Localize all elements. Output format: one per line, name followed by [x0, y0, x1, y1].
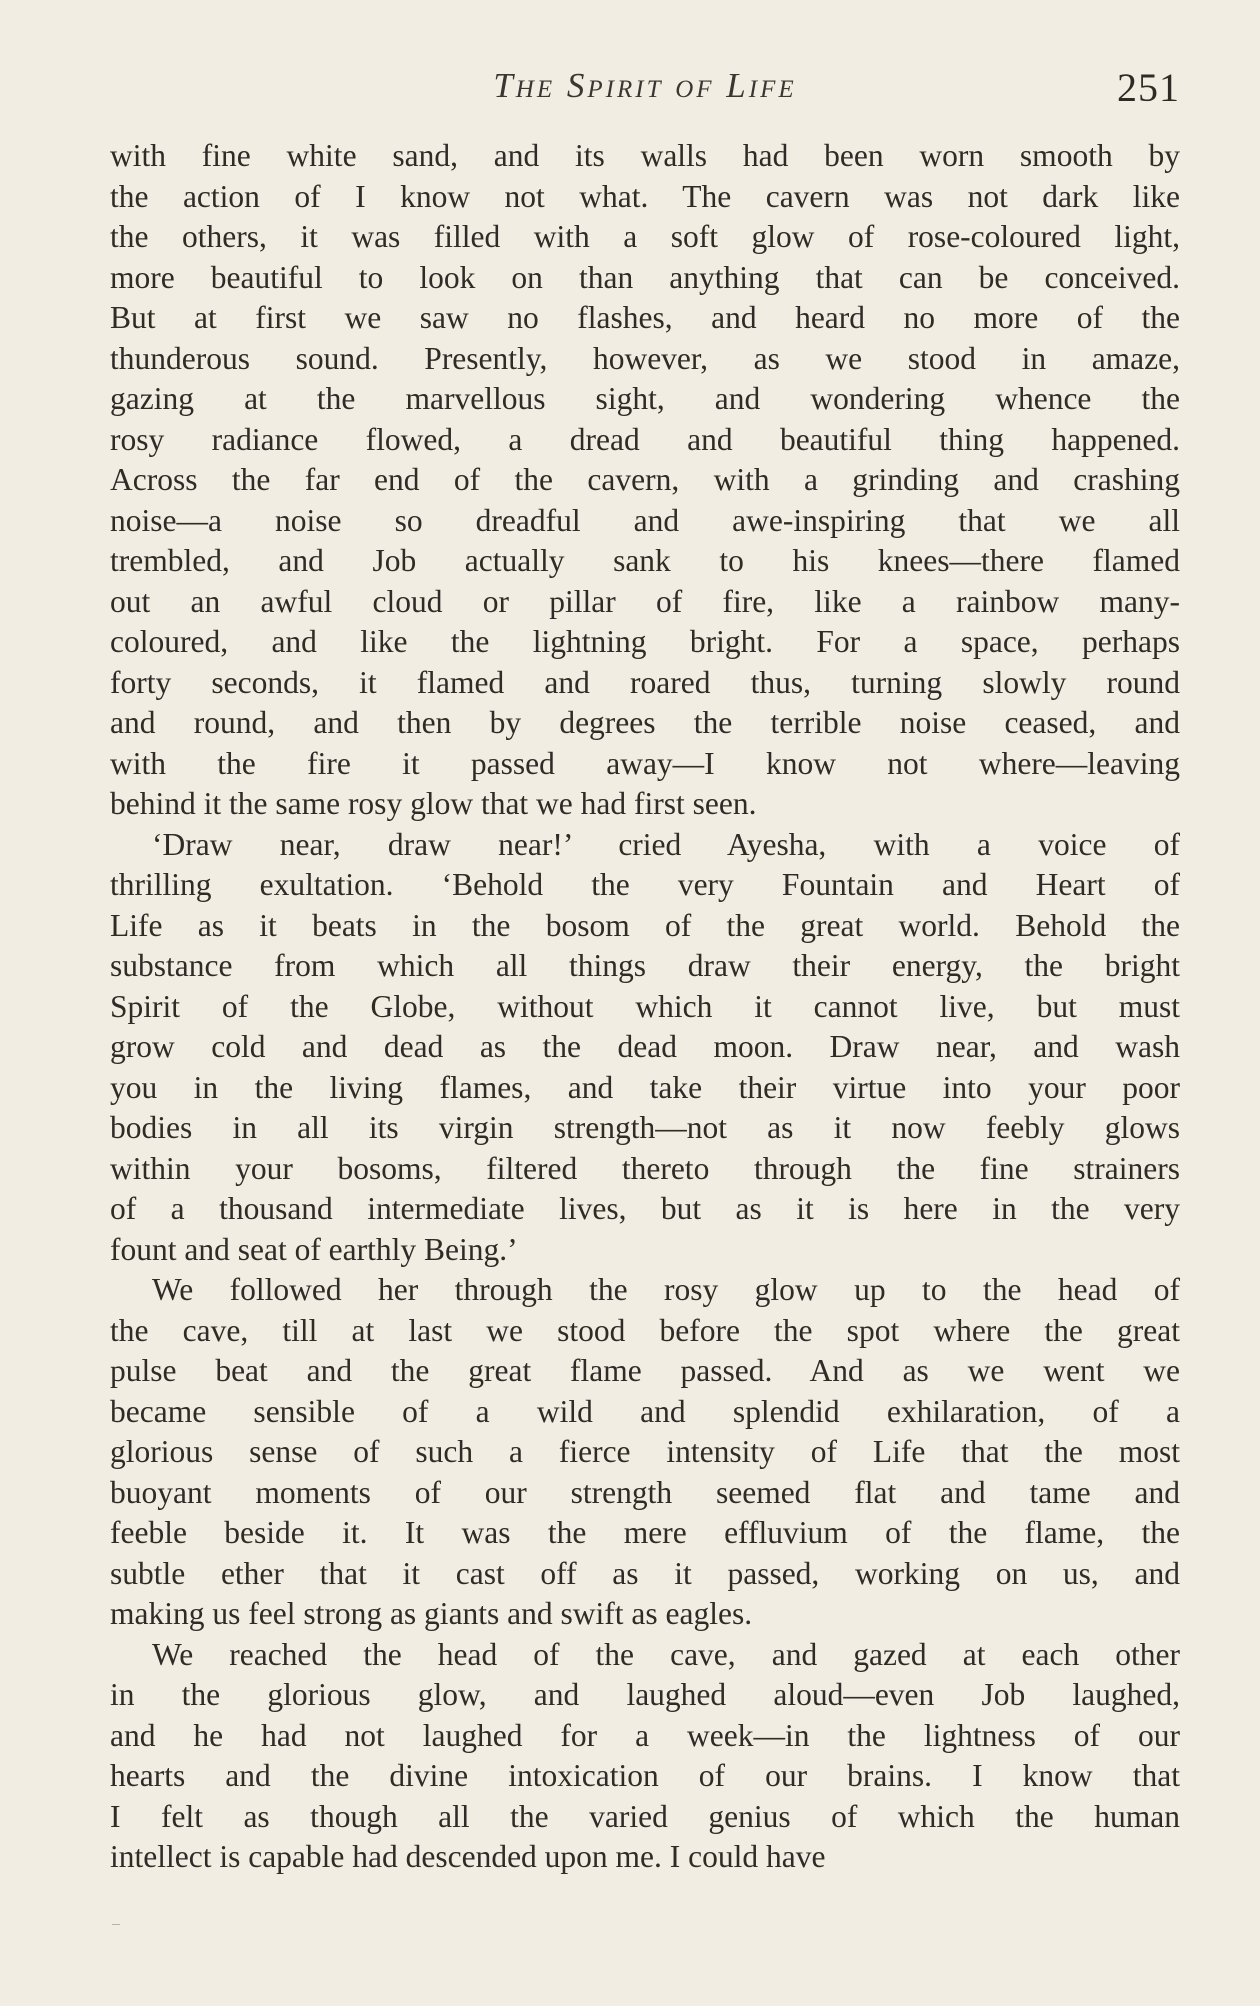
text-line: making us feel strong as giants and swift as eagles.	[110, 1596, 753, 1631]
text-line: out an awful cloud or pillar of fire, like a rainbow many-	[110, 583, 1180, 619]
text-line: in the glorious glow, and laughed aloud—even Job laughed,	[110, 1677, 1180, 1712]
text-line: pulse beat and the great flame passed. And as we went we	[110, 1353, 1180, 1388]
text-line: Across the far end of the cavern, with a grinding and crashing	[110, 462, 1180, 497]
page-number: 251	[1117, 65, 1180, 110]
text-line: We reached the head of the cave, and gazed at each other	[152, 1636, 1180, 1672]
paragraph	[110, 825, 1180, 1271]
text-line: Spirit of the Globe, without which it cannot live, but must	[110, 988, 1180, 1024]
text-line: thrilling exultation. ‘Behold the very Fountain and Heart of	[110, 867, 1180, 902]
text-line: grow cold and dead as the dead moon. Draw near, and wash	[110, 1029, 1180, 1064]
text-line: coloured, and like the lightning bright. For a space, perhaps	[110, 624, 1180, 659]
text-line: the others, it was filled with a soft glow of rose-coloured light,	[110, 219, 1180, 254]
text-line: substance from which all things draw their energy, the bright	[110, 948, 1180, 983]
text-line: within your bosoms, filtered thereto through the fine strainers	[110, 1150, 1180, 1186]
text-line: gazing at the marvellous sight, and wondering whence the	[110, 381, 1180, 416]
text-line: fount and seat of earthly Being.’	[110, 1231, 518, 1267]
paragraph	[110, 136, 1180, 825]
text-line: We followed her through the rosy glow up to the head of	[152, 1272, 1180, 1307]
paragraph	[110, 1270, 1180, 1635]
text-line: became sensible of a wild and splendid exhilaration, of a	[110, 1393, 1180, 1429]
text-line: more beautiful to look on than anything that can be conceived.	[110, 259, 1180, 295]
text-line: noise—a noise so dreadful and awe-inspiring that we all	[110, 502, 1180, 538]
text-line: rosy radiance flowed, a dread and beautiful thing happened.	[110, 421, 1180, 457]
text-line: and round, and then by degrees the terrible noise ceased, and	[110, 705, 1180, 740]
text-line: trembled, and Job actually sank to his knees—there flamed	[110, 543, 1180, 578]
text-line: buoyant moments of our strength seemed flat and tame and	[110, 1474, 1180, 1510]
text-line: I felt as though all the varied genius of which the human	[110, 1798, 1180, 1834]
text-line: with the fire it passed away—I know not where—leaving	[110, 745, 1180, 781]
text-line: the cave, till at last we stood before the spot where the great	[110, 1312, 1180, 1348]
text-line: and he had not laughed for a week—in the lightness of our	[110, 1717, 1180, 1753]
text-line: the action of I know not what. The cavern was not dark like	[110, 178, 1180, 214]
text-line: with fine white sand, and its walls had been worn smooth by	[110, 138, 1180, 173]
text-line: behind it the same rosy glow that we had first seen.	[110, 786, 757, 821]
text-line: glorious sense of such a fierce intensity of Life that the most	[110, 1434, 1180, 1469]
text-line: of a thousand intermediate lives, but as it is here in the very	[110, 1191, 1180, 1226]
text-line: But at first we saw no flashes, and heard no more of the	[110, 300, 1180, 335]
running-head	[110, 64, 1180, 116]
text-line: Life as it beats in the bosom of the great world. Behold the	[110, 907, 1180, 943]
text-line: ‘Draw near, draw near!’ cried Ayesha, with a voice of	[152, 826, 1180, 862]
paragraph	[110, 1635, 1180, 1878]
text-line: thunderous sound. Presently, however, as we stood in amaze,	[110, 340, 1180, 376]
text-line: you in the living flames, and take their virtue into your poor	[110, 1069, 1180, 1105]
text-line: intellect is capable had descended upon me. I could have	[110, 1839, 826, 1874]
text-line: forty seconds, it flamed and roared thus, turning slowly round	[110, 664, 1180, 700]
running-title: The Spirit of Life	[493, 66, 797, 105]
text-line: subtle ether that it cast off as it passed, working on us, and	[110, 1555, 1180, 1591]
text-line: bodies in all its virgin strength—not as it now feebly glows	[110, 1110, 1180, 1145]
text-line: hearts and the divine intoxication of our brains. I know that	[110, 1758, 1180, 1793]
text-line: feeble beside it. It was the mere effluvium of the flame, the	[110, 1515, 1180, 1550]
page-mark	[112, 1924, 120, 1925]
body-text	[110, 136, 1180, 1878]
